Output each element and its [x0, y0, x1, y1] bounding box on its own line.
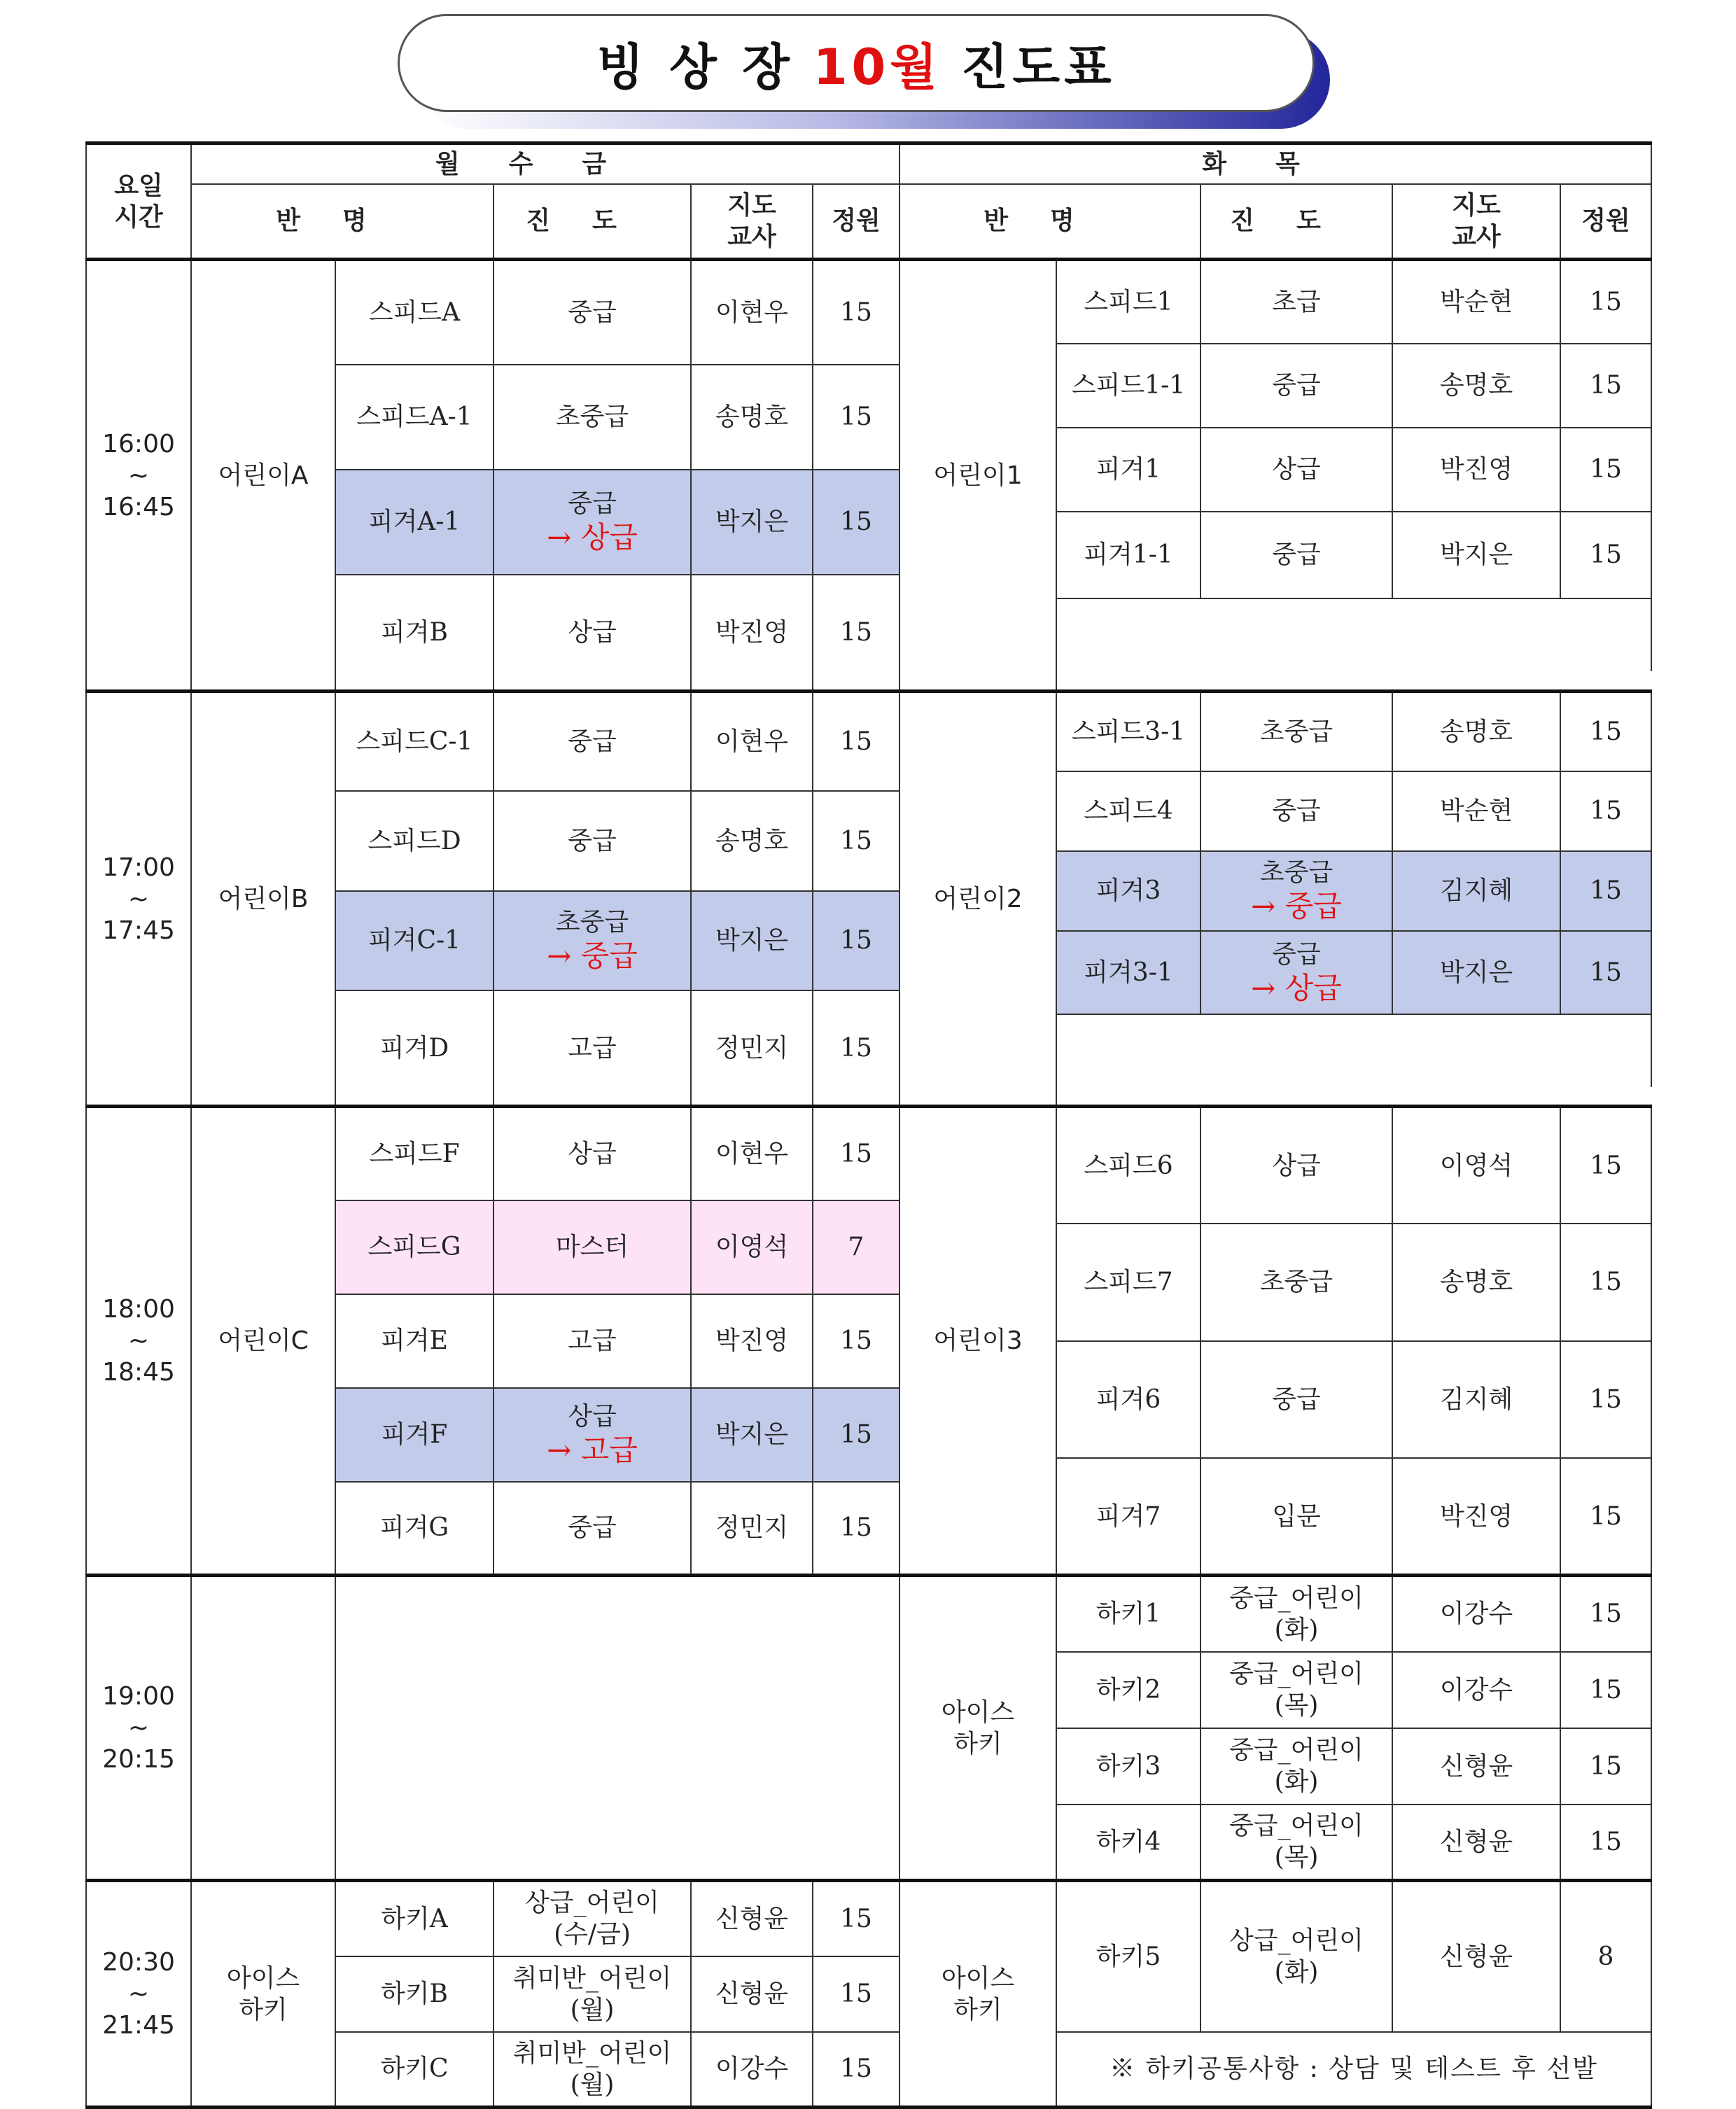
- level: 초중급: [1200, 692, 1392, 771]
- capacity: 15: [813, 1956, 899, 2032]
- capacity: 15: [1560, 692, 1651, 771]
- capacity: 15: [813, 1482, 899, 1576]
- time-tilde: ~: [127, 1326, 150, 1355]
- capacity: 15: [813, 1881, 899, 1956]
- teacher: 박진영: [1392, 1458, 1560, 1576]
- right-group: [899, 1576, 1056, 1881]
- capacity: 15: [1560, 512, 1651, 598]
- level: [1200, 1576, 1392, 1652]
- class-name: 피겨F: [335, 1388, 493, 1482]
- capacity: 15: [1560, 1458, 1651, 1576]
- teacher: 신형윤: [1392, 1728, 1560, 1805]
- time-slot-5: [86, 1881, 191, 2108]
- class-name: 스피드7: [1056, 1224, 1200, 1341]
- time-tilde: ~: [127, 461, 150, 490]
- level: 상급: [1200, 428, 1392, 512]
- group2-days-header: 화목: [899, 143, 1651, 184]
- teacher: 송명호: [1392, 692, 1560, 771]
- level-line2: (목): [1274, 1843, 1319, 1872]
- class-name: 피겨1: [1056, 428, 1200, 512]
- teacher-col-header-1: [691, 184, 813, 260]
- class-name: 하키1: [1056, 1576, 1200, 1652]
- teacher-col-line2: 교사: [1452, 222, 1501, 251]
- level-to: → 중급: [547, 939, 638, 973]
- capacity: 15: [813, 1388, 899, 1482]
- level-line1: 상급_어린이: [1229, 1926, 1364, 1956]
- teacher: 이현우: [691, 1107, 813, 1200]
- level: 초급: [1200, 260, 1392, 344]
- time-slot-1: [86, 260, 191, 692]
- capacity: 15: [1560, 1576, 1651, 1652]
- time-label: 시간: [114, 202, 163, 232]
- level-change: [1200, 931, 1392, 1015]
- level: 고급: [493, 990, 691, 1107]
- table-row: [86, 1881, 1651, 1919]
- class-name: 스피드1-1: [1056, 344, 1200, 428]
- capacity: 15: [1560, 1728, 1651, 1805]
- capacity: 15: [813, 470, 899, 575]
- level-change: [1200, 851, 1392, 931]
- time-start: 20:30: [102, 1948, 175, 1977]
- class-name: 스피드3-1: [1056, 692, 1200, 771]
- level-line2: (화): [1274, 1615, 1319, 1644]
- teacher: 신형윤: [1392, 1805, 1560, 1881]
- level-line2: (수/금): [554, 1920, 631, 1949]
- level: 초중급: [1200, 1224, 1392, 1341]
- teacher: 이현우: [691, 260, 813, 365]
- capacity: 15: [813, 365, 899, 470]
- level: 마스터: [493, 1200, 691, 1294]
- capacity: 15: [1560, 1341, 1651, 1459]
- teacher: 박순현: [1392, 771, 1560, 851]
- teacher: 송명호: [691, 791, 813, 891]
- capacity: 15: [813, 791, 899, 891]
- time-end: 20:15: [102, 1745, 175, 1774]
- class-name: 피겨3-1: [1056, 931, 1200, 1015]
- class-name: 피겨A-1: [335, 470, 493, 575]
- hockey-note: ※ 하키공통사항 : 상담 및 테스트 후 선발: [1056, 2032, 1651, 2108]
- level: [1200, 1881, 1392, 2032]
- capacity: 7: [813, 1200, 899, 1294]
- level-from: 초중급: [555, 908, 629, 937]
- capacity: 15: [1560, 260, 1651, 344]
- class-name: 피겨6: [1056, 1341, 1200, 1459]
- teacher: 송명호: [1392, 344, 1560, 428]
- left-group: 어린이A: [191, 260, 335, 692]
- level-line1: 취미반_어린이: [512, 1963, 672, 1993]
- table-row: [86, 1107, 1651, 1130]
- left-group: [191, 1881, 335, 2108]
- teacher-col-line1: 지도: [1452, 190, 1501, 220]
- level: [1200, 1805, 1392, 1881]
- capacity: 8: [1560, 1881, 1651, 2032]
- teacher: 박지은: [691, 1388, 813, 1482]
- level: [493, 1956, 691, 2032]
- teacher: 이강수: [691, 2032, 813, 2108]
- teacher: 정민지: [691, 990, 813, 1107]
- capacity: 15: [813, 1294, 899, 1388]
- level: 중급: [1200, 1341, 1392, 1459]
- progress-col-header-1: 진도: [493, 184, 691, 260]
- class-name: 피겨3: [1056, 851, 1200, 931]
- day-label: 요일: [114, 171, 163, 200]
- right-group: 어린이3: [899, 1107, 1056, 1576]
- level-line1: 중급_어린이: [1229, 1736, 1364, 1765]
- class-name: 하키B: [335, 1956, 493, 2032]
- level-to: → 중급: [1251, 888, 1342, 923]
- capacity: 15: [813, 2032, 899, 2108]
- class-name: 피겨D: [335, 990, 493, 1107]
- capacity: 15: [1560, 428, 1651, 512]
- level: 상급: [493, 1107, 691, 1200]
- level-from: 중급: [568, 489, 617, 518]
- class-name: 스피드6: [1056, 1107, 1200, 1224]
- class-name: 하키4: [1056, 1805, 1200, 1881]
- time-tilde: ~: [127, 1980, 150, 2008]
- level: [493, 2032, 691, 2108]
- title-banner: [398, 14, 1315, 112]
- level: 중급: [1200, 512, 1392, 598]
- level-line2: (화): [1274, 1958, 1319, 1987]
- capacity: 15: [1560, 771, 1651, 851]
- teacher: 이영석: [1392, 1107, 1560, 1224]
- level-change: [493, 891, 691, 991]
- level-to: → 고급: [547, 1432, 638, 1467]
- time-tilde: ~: [127, 884, 150, 913]
- capacity: 15: [813, 575, 899, 692]
- time-end: 18:45: [102, 1358, 175, 1387]
- teacher: 박지은: [1392, 931, 1560, 1015]
- left-group: 어린이B: [191, 692, 335, 1107]
- class-name: 피겨1-1: [1056, 512, 1200, 598]
- class-name: 하키3: [1056, 1728, 1200, 1805]
- class-name: 스피드1: [1056, 260, 1200, 344]
- teacher: 박지은: [1392, 512, 1560, 598]
- level: 초중급: [493, 365, 691, 470]
- level: [1200, 1652, 1392, 1728]
- level: 상급: [1200, 1107, 1392, 1224]
- level-to: → 상급: [547, 519, 638, 554]
- level-line2: (월): [570, 2070, 615, 2099]
- level: 중급: [1200, 771, 1392, 851]
- teacher: 이강수: [1392, 1576, 1560, 1652]
- level-line1: 중급_어린이: [1229, 1583, 1364, 1613]
- teacher: 김지혜: [1392, 851, 1560, 931]
- teacher: 이영석: [691, 1200, 813, 1294]
- group-line2: 하키: [953, 1729, 1002, 1758]
- class-name: 스피드A-1: [335, 365, 493, 470]
- class-name: 스피드F: [335, 1107, 493, 1200]
- progress-col-header-2: 진도: [1200, 184, 1392, 260]
- capacity: 15: [1560, 931, 1651, 1015]
- time-slot-2: [86, 692, 191, 1107]
- capacity: 15: [1560, 1805, 1651, 1881]
- level: [1200, 1728, 1392, 1805]
- title-prefix: 빙 상 장: [596, 38, 794, 96]
- capacity: 15: [813, 990, 899, 1107]
- teacher-col-line2: 교사: [727, 222, 776, 251]
- teacher: 이현우: [691, 692, 813, 792]
- capacity: 15: [1560, 1224, 1651, 1341]
- level: 고급: [493, 1294, 691, 1388]
- class-name: 하키A: [335, 1881, 493, 1956]
- class-col-header-1: 반명: [191, 184, 493, 260]
- table-row: [86, 260, 1651, 281]
- schedule-table: [85, 141, 1652, 2109]
- teacher-col-line1: 지도: [727, 190, 776, 220]
- level-line2: (화): [1274, 1767, 1319, 1796]
- teacher: 신형윤: [691, 1956, 813, 2032]
- level-from: 상급: [568, 1401, 617, 1431]
- capacity: 15: [1560, 851, 1651, 931]
- time-slot-3: [86, 1107, 191, 1576]
- teacher: 박순현: [1392, 260, 1560, 344]
- teacher: 송명호: [1392, 1224, 1560, 1341]
- teacher: 박진영: [691, 575, 813, 692]
- level-change: [493, 470, 691, 575]
- class-name: 스피드D: [335, 791, 493, 891]
- empty-schedule-area: [335, 1576, 899, 1881]
- group-line1: 아이스: [226, 1963, 300, 1993]
- day-time-header: [86, 143, 191, 260]
- group-line2: 하키: [239, 1995, 288, 2024]
- level-line1: 상급_어린이: [525, 1889, 659, 1918]
- title-suffix: 진도표: [960, 38, 1116, 96]
- class-name: 피겨E: [335, 1294, 493, 1388]
- class-name: 피겨C-1: [335, 891, 493, 991]
- level-line2: (월): [570, 1995, 615, 2024]
- teacher: 신형윤: [691, 1881, 813, 1956]
- level: 중급: [493, 692, 691, 792]
- teacher: 신형윤: [1392, 1881, 1560, 2032]
- class-name: 하키C: [335, 2032, 493, 2108]
- level-change: [493, 1388, 691, 1482]
- capacity: 15: [813, 260, 899, 365]
- class-name: 스피드C-1: [335, 692, 493, 792]
- time-end: 17:45: [102, 916, 175, 945]
- class-name: 스피드G: [335, 1200, 493, 1294]
- teacher: 김지혜: [1392, 1341, 1560, 1459]
- empty-group-cell: [191, 1576, 335, 1881]
- level-line1: 중급_어린이: [1229, 1660, 1364, 1688]
- class-name: 스피드A: [335, 260, 493, 365]
- teacher: 정민지: [691, 1482, 813, 1576]
- capacity-col-header-2: 정원: [1560, 184, 1651, 260]
- class-name: 하키5: [1056, 1881, 1200, 2032]
- group-line1: 아이스: [941, 1697, 1015, 1727]
- level-line2: (목): [1274, 1691, 1319, 1720]
- teacher: 박지은: [691, 891, 813, 991]
- capacity-col-header-1: 정원: [813, 184, 899, 260]
- table-row: [86, 1576, 1651, 1652]
- capacity: 15: [1560, 344, 1651, 428]
- left-group: 어린이C: [191, 1107, 335, 1576]
- class-name: 피겨7: [1056, 1458, 1200, 1576]
- time-end: 21:45: [102, 2011, 175, 2040]
- class-name: 하키2: [1056, 1652, 1200, 1728]
- teacher-col-header-2: [1392, 184, 1560, 260]
- table-row: [86, 692, 1651, 712]
- class-name: 피겨G: [335, 1482, 493, 1576]
- group1-days-header: 월수금: [191, 143, 899, 184]
- capacity: 15: [813, 1107, 899, 1200]
- level-from: 초중급: [1259, 857, 1334, 887]
- group-line1: 아이스: [941, 1963, 1015, 1993]
- group-line2: 하키: [953, 1995, 1002, 2024]
- time-start: 19:00: [102, 1682, 175, 1711]
- right-group: [899, 1881, 1056, 2108]
- level-line1: 취미반_어린이: [512, 2038, 672, 2068]
- level-line1: 중급_어린이: [1229, 1812, 1364, 1841]
- class-name: 피겨B: [335, 575, 493, 692]
- time-start: 17:00: [102, 853, 175, 882]
- time-tilde: ~: [127, 1714, 150, 1742]
- capacity: 15: [813, 692, 899, 792]
- capacity: 15: [1560, 1107, 1651, 1224]
- right-group: 어린이1: [899, 260, 1056, 692]
- time-start: 18:00: [102, 1295, 175, 1324]
- teacher: 박지은: [691, 470, 813, 575]
- time-start: 16:00: [102, 429, 175, 458]
- teacher: 박진영: [691, 1294, 813, 1388]
- teacher: 송명호: [691, 365, 813, 470]
- level-from: 중급: [1272, 939, 1321, 969]
- level: 상급: [493, 575, 691, 692]
- class-name: 스피드4: [1056, 771, 1200, 851]
- time-end: 16:45: [102, 492, 175, 521]
- level: 중급: [493, 1482, 691, 1576]
- level: 입문: [1200, 1458, 1392, 1576]
- capacity: 15: [813, 891, 899, 991]
- level: [493, 1881, 691, 1956]
- level: 중급: [493, 791, 691, 891]
- teacher: 이강수: [1392, 1652, 1560, 1728]
- right-group: 어린이2: [899, 692, 1056, 1107]
- teacher: 박진영: [1392, 428, 1560, 512]
- title-month: 10월: [813, 38, 941, 96]
- class-col-header-2: 반명: [899, 184, 1200, 260]
- time-slot-4: [86, 1576, 191, 1881]
- level-to: → 상급: [1251, 970, 1342, 1005]
- capacity: 15: [1560, 1652, 1651, 1728]
- level: 중급: [493, 260, 691, 365]
- level: 중급: [1200, 344, 1392, 428]
